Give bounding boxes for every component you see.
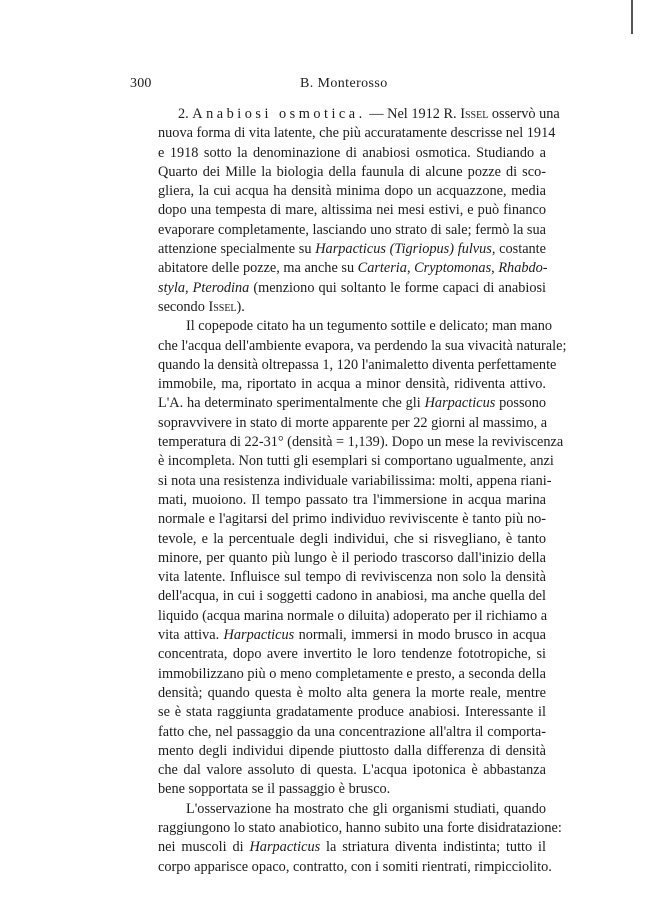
text-line: che dal valore assoluto di questa. L'acqua ipotonica è abbastanza [158,762,546,779]
text-line: Il copepode citato ha un tegumento sottile e delicato; man mano [186,318,553,335]
text-line: se è stata raggiunta gradatamente produce anabiosi. Interessante il [158,704,546,721]
text-line: gliera, la cui acqua ha densità minima dopo un acquazzone, media [158,183,546,200]
text-line: nuova forma di vita latente, che più accuratamente descrisse nel 1914 [158,125,556,142]
text-line: attenzione specialmente su Harpacticus (Tigriopus) fulvus, costante [158,241,547,258]
text-line: 2. Anabiosi osmotica. — Nel 1912 R. Issel osservò una [178,106,560,122]
text-line: minore, per quanto più lungo è il periodo trascorso dall'inizio della [158,549,546,566]
text-line: evaporare completamente, lasciando uno strato di sale; fermò la sua [158,221,546,238]
text-line: tevole, e la percentuale degli individui, che si risvegliano, è tanto [158,530,546,547]
text-line: dopo una tempesta di mare, altissima nei mesi estivi, e può financo [158,202,546,219]
text-line: vita latente. Influisce sul tempo di reviviscenza non solo la densità [158,569,546,586]
text-line: abitatore delle pozze, ma anche su Carteria, Cryptomonas, Rhabdo- [158,260,548,277]
text-line: fatto che, nel passaggio da una concentrazione all'altra il comporta- [158,723,546,740]
text-line: mento degli individui dipende piuttosto dalla differenza di densità [158,742,546,759]
text-line: è incompleta. Non tutti gli esemplari si comportano ugualmente, anzi [158,453,554,470]
text-line: styla, Pterodina (menziono qui soltanto le forme capaci di anabiosi [158,279,547,296]
text-line: normale e l'agitarsi del primo individuo reviviscente è tanto più no- [158,511,546,528]
text-line: sopravvivere in stato di morte apparente per 22 giorni al massimo, a [158,414,548,431]
text-line: immobilizzano più o meno completamente e presto, a seconda della [158,665,546,682]
text-line: bene sopportata se il passaggio è brusco. [158,781,391,798]
text-line: temperatura di 22-31° (densità = 1,139). Dopo un mese la reviviscenza [158,434,564,451]
text-line: densità; quando questa è molto alta genera la morte reale, mentre [158,684,546,701]
text-line: corpo apparisce opaco, contratto, con i somiti rientrati, rimpicciolito. [158,858,552,875]
text-line: e 1918 sotto la denominazione di anabiosi osmotica. Studiando a [158,144,546,161]
text-line: quando la densità oltrepassa 1, 120 l'animaletto diventa perfettamente [158,356,557,373]
text-line: concentrata, dopo avere invertito le loro tendenze fototropiche, si [158,646,546,663]
text-line: immobile, ma, riportato in acqua a minor densità, ridiventa attivo. [158,376,546,393]
text-line: raggiungono lo stato anabiotico, hanno subito una forte disidratazione: [158,819,562,836]
text-line: si nota una resistenza individuale variabilissima: molti, appena riani- [158,472,552,489]
text-line: dell'acqua, in cui i soggetti cadono in anabiosi, ma anche quella del [158,588,546,605]
text-line: mati, muoiono. Il tempo passato tra l'immersione in acqua marina [158,491,546,508]
text-line: che l'acqua dell'ambiente evapora, va perdendo la sua vivacità naturale; [158,337,567,354]
text-line: L'A. ha determinato sperimentalmente che gli Harpacticus possono [158,395,546,412]
running-head: B. Monterosso [300,76,388,91]
scan-edge-mark [631,0,633,34]
body-text [158,105,567,877]
text-line: L'osservazione ha mostrato che gli organismi studiati, quando [186,800,546,817]
text-line: nei muscoli di Harpacticus la striatura diventa indistinta; tutto il [158,839,546,856]
text-line: vita attiva. Harpacticus normali, immersi in modo brusco in acqua [158,627,546,644]
page-number: 300 [130,76,152,91]
text-line: liquido (acqua marina normale o diluita) adoperato per il richiamo a [158,607,548,624]
text-line: secondo Issel). [158,298,245,315]
text-line: Quarto dei Mille la biologia della faunula di alcune pozze di sco- [158,163,546,180]
